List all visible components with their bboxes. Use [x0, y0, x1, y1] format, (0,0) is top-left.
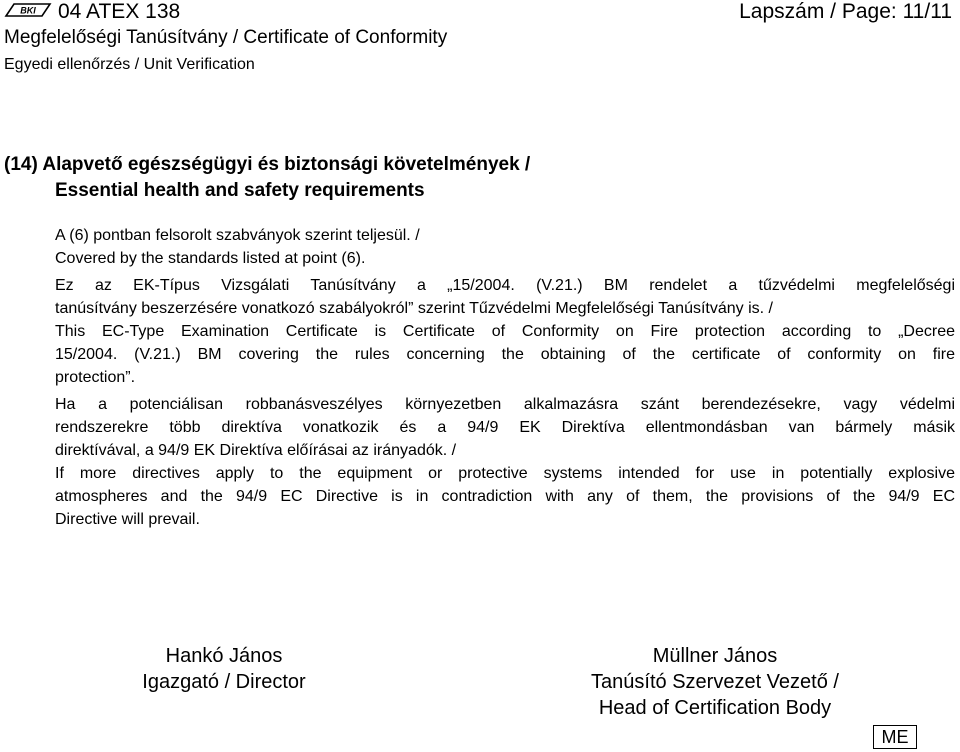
para-line: atmospheres and the 94/9 EC Directive is in contradiction with any of them, the provisions of the 94/9 EC: [55, 488, 955, 505]
para-line: A (6) pontban felsorolt szabványok szerint teljesül. /: [55, 227, 420, 244]
paragraph-fire-protection: [55, 274, 955, 389]
signatory-title: Igazgató / Director: [142, 671, 306, 693]
paragraph-standards: [55, 224, 955, 270]
para-line: Covered by the standards listed at point (6).: [55, 250, 366, 267]
para-line: If more directives apply to the equipment or protective systems intended for use in potentially explosive: [55, 465, 955, 482]
para-line: rendszerekre több direktíva vonatkozik és a 94/9 EK Direktíva ellentmondásban van bármely másik: [55, 419, 955, 436]
para-line: 15/2004. (V.21.) BM covering the rules concerning the obtaining of the certificate of conformity on fire: [55, 346, 955, 363]
signatory-title: Tanúsító Szervezet Vezető /: [591, 671, 839, 693]
para-line: protection”.: [55, 369, 136, 386]
paragraph-directives: [55, 393, 955, 531]
section-title-en: Essential health and safety requirements: [55, 180, 425, 201]
para-line: Ez az EK-Típus Vizsgálati Tanúsítvány a „15/2004. (V.21.) BM rendelet a tűzvédelmi megfelelőségi: [55, 277, 955, 294]
signatory-title: Head of Certification Body: [598, 697, 832, 719]
verification-label: Egyedi ellenőrzés / Unit Verification: [4, 56, 255, 73]
page-value: 11/11: [902, 0, 952, 23]
bki-logo: [4, 2, 52, 18]
para-line: direktívával, a 94/9 EK Direktíva előírásai az irányadók. /: [55, 442, 457, 459]
signatory-name: Hankó János: [165, 645, 283, 667]
page-indicator: [739, 0, 952, 24]
section-title-hu: (14) Alapvető egészségügyi és biztonsági követelmények /: [4, 154, 531, 175]
para-line: Ha a potenciálisan robbanásveszélyes környezetben alkalmazásra szánt berendezésekre, vagy védelmi: [55, 396, 955, 413]
para-line: This EC-Type Examination Certificate is Certificate of Conformity on Fire protection according to „Decree: [55, 323, 955, 340]
document-number: 04 ATEX 138: [58, 0, 181, 23]
para-line: Directive will prevail.: [55, 511, 200, 528]
signatory-name: Müllner János: [652, 645, 778, 667]
para-line: tanúsítvány beszerzésére vonatkozó szabályokról” szerint Tűzvédelmi Megfelelőségi Tanúsítvány is. /: [55, 300, 773, 317]
signature-right: [545, 643, 885, 721]
page-label: Lapszám / Page:: [739, 0, 897, 23]
signature-left: [104, 643, 344, 695]
initials-stamp: ME: [873, 725, 917, 749]
certificate-title: Megfelelőségi Tanúsítvány / Certificate of Conformity: [4, 27, 448, 48]
logo-text: BKI: [20, 5, 36, 16]
